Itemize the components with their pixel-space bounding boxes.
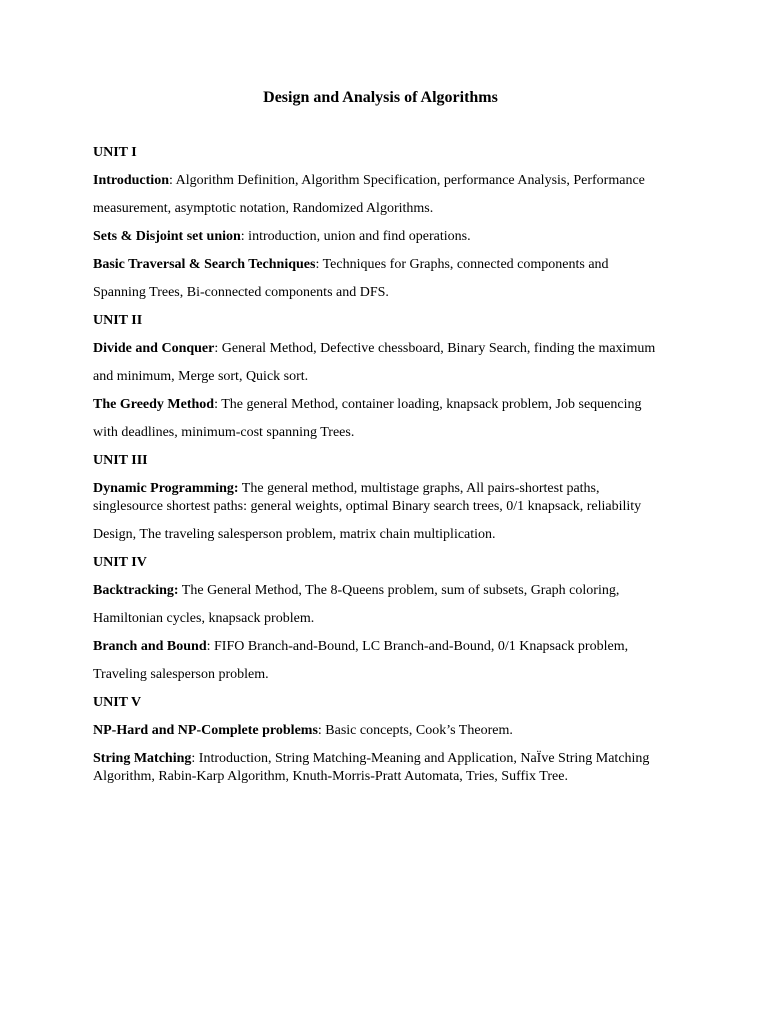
unit-heading: UNIT V — [93, 695, 142, 710]
topic-text: : The general Method, container loading, knapsack problem, Job sequencing — [214, 397, 642, 412]
topic-label: Dynamic Programming: — [93, 481, 239, 496]
paragraph — [93, 666, 668, 684]
unit-heading: UNIT II — [93, 313, 143, 328]
topic-text: Traveling salesperson problem. — [93, 667, 269, 682]
topic-text: measurement, asymptotic notation, Randomized Algorithms. — [93, 201, 434, 216]
paragraph — [93, 750, 668, 786]
paragraph — [93, 396, 668, 414]
topic-label: Basic Traversal & Search Techniques — [93, 257, 316, 272]
topic-label: NP-Hard and NP-Complete problems — [93, 723, 318, 738]
unit-heading: UNIT I — [93, 145, 137, 160]
topic-label: Introduction — [93, 173, 169, 188]
paragraph — [93, 256, 668, 274]
paragraph — [93, 480, 668, 516]
topic-text: : Techniques for Graphs, connected components and — [315, 257, 609, 272]
topic-text: : FIFO Branch-and-Bound, LC Branch-and-Bound, 0/1 Knapsack problem, — [206, 639, 629, 654]
topic-text: : Basic concepts, Cook’s Theorem. — [317, 723, 513, 738]
paragraph — [93, 172, 668, 190]
document-title: Design and Analysis of Algorithms — [263, 89, 498, 106]
topic-label: Backtracking: — [93, 583, 179, 598]
paragraph — [93, 638, 668, 656]
paragraph — [93, 284, 668, 302]
topic-text: : introduction, union and find operations. — [240, 229, 471, 244]
topic-text: and minimum, Merge sort, Quick sort. — [93, 369, 309, 384]
paragraph — [93, 610, 668, 628]
paragraph — [93, 368, 668, 386]
topic-text: Hamiltonian cycles, knapsack problem. — [93, 611, 315, 626]
topic-text: The General Method, The 8-Queens problem, sum of subsets, Graph coloring, — [178, 583, 620, 598]
topic-label: String Matching — [93, 751, 192, 766]
topic-text: : Introduction, String Matching-Meaning and Application, NaÏve String Matching Algorithm, Rabin-Karp Algorithm, Knuth-Morris-Pratt Automata, Tries, Suffix Tree. — [93, 751, 650, 784]
topic-text: Spanning Trees, Bi-connected components and DFS. — [93, 285, 389, 300]
paragraph — [93, 582, 668, 600]
paragraph — [93, 340, 668, 358]
topic-label: The Greedy Method — [93, 397, 215, 412]
paragraph — [93, 424, 668, 442]
paragraph — [93, 200, 668, 218]
topic-text: : Algorithm Definition, Algorithm Specification, performance Analysis, Performance — [168, 173, 645, 188]
unit-heading: UNIT IV — [93, 555, 147, 570]
paragraph — [93, 526, 668, 544]
paragraph — [93, 722, 668, 740]
topic-text: The general method, multistage graphs, All pairs-shortest paths, singlesource shortest paths: general weights, optimal Binary search trees, 0/1 knapsack, reliability — [93, 481, 642, 514]
topic-label: Divide and Conquer — [93, 341, 215, 356]
unit-heading: UNIT III — [93, 453, 148, 468]
topic-label: Branch and Bound — [93, 639, 207, 654]
paragraph — [93, 228, 668, 246]
topic-label: Sets & Disjoint set union — [93, 229, 241, 244]
topic-text: : General Method, Defective chessboard, Binary Search, finding the maximum — [214, 341, 656, 356]
topic-text: with deadlines, minimum-cost spanning Trees. — [93, 425, 355, 440]
topic-text: Design, The traveling salesperson problem, matrix chain multiplication. — [93, 527, 496, 542]
